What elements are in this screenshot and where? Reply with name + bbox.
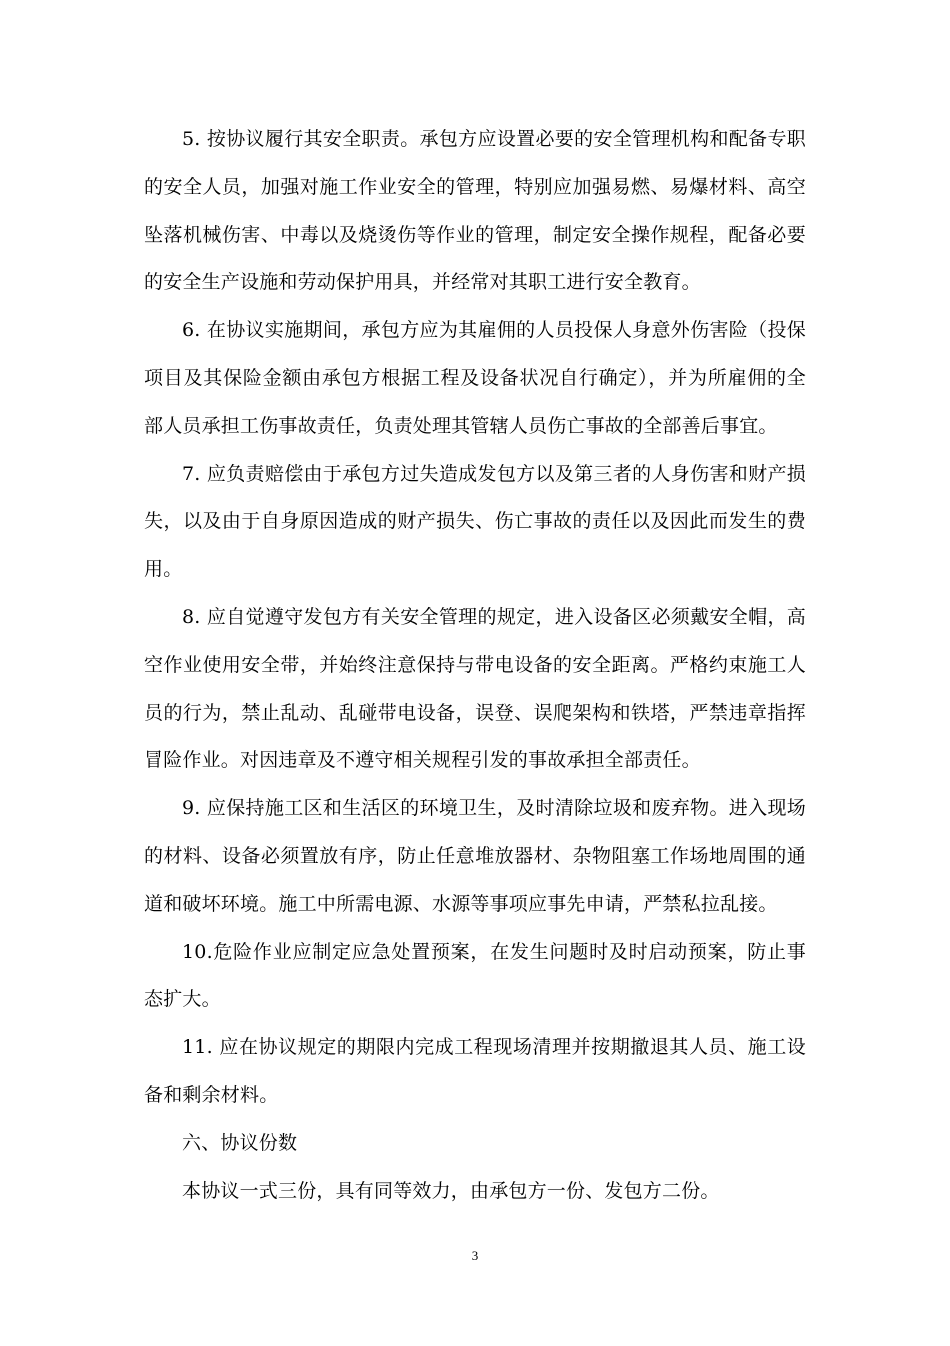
clause-11-paragraph: 11. 应在协议规定的期限内完成工程现场清理并按期撤退其人员、施工设备和剩余材料。 xyxy=(144,1036,806,1106)
copies-paragraph: 本协议一式三份，具有同等效力，由承包方一份、发包方二份。 xyxy=(182,1179,720,1202)
clause-5-paragraph: 5. 按协议履行其安全职责。承包方应设置必要的安全管理机构和配备专职的安全人员，加强对施工作业安全的管理，特别应加强易燃、易爆材料、高空坠落机械伤害、中毒以及烧烫伤等作业的管理，制定安全操作规程，配备必要的安全生产设施和劳动保护用具，并经常对其职工进行安全教育。 xyxy=(144,128,806,294)
page-number: 3 xyxy=(471,1248,479,1263)
clause-8-paragraph: 8. 应自觉遵守发包方有关安全管理的规定，进入设备区必须戴安全帽，高空作业使用安全带，并始终注意保持与带电设备的安全距离。严格约束施工人员的行为，禁止乱动、乱碰带电设备，误登、误爬架构和铁塔，严禁违章指挥冒险作业。对因违章及不遵守相关规程引发的事故承担全部责任。 xyxy=(144,605,806,772)
section-heading: 六、协议份数 xyxy=(182,1131,298,1154)
clause-6-paragraph: 6. 在协议实施期间，承包方应为其雇佣的人员投保人身意外伤害险（投保项目及其保险金额由承包方根据工程及设备状况自行确定），并为所雇佣的全部人员承担工伤事故责任，负责处理其管辖人员伤亡事故的全部善后事宜。 xyxy=(144,319,806,437)
clause-9-paragraph: 9. 应保持施工区和生活区的环境卫生，及时清除垃圾和废弃物。进入现场的材料、设备必须置放有序，防止任意堆放器材、杂物阻塞工作场地周围的通道和破坏环境。施工中所需电源、水源等事项应事先申请，严禁私拉乱接。 xyxy=(144,797,806,915)
document-body xyxy=(144,116,806,1215)
clause-7-paragraph: 7. 应负责赔偿由于承包方过失造成发包方以及第三者的人身伤害和财产损失，以及由于自身原因造成的财产损失、伤亡事故的责任以及因此而发生的费用。 xyxy=(144,462,806,581)
clause-10-paragraph: 10.危险作业应制定应急处置预案，在发生问题时及时启动预案，防止事态扩大。 xyxy=(144,940,806,1011)
